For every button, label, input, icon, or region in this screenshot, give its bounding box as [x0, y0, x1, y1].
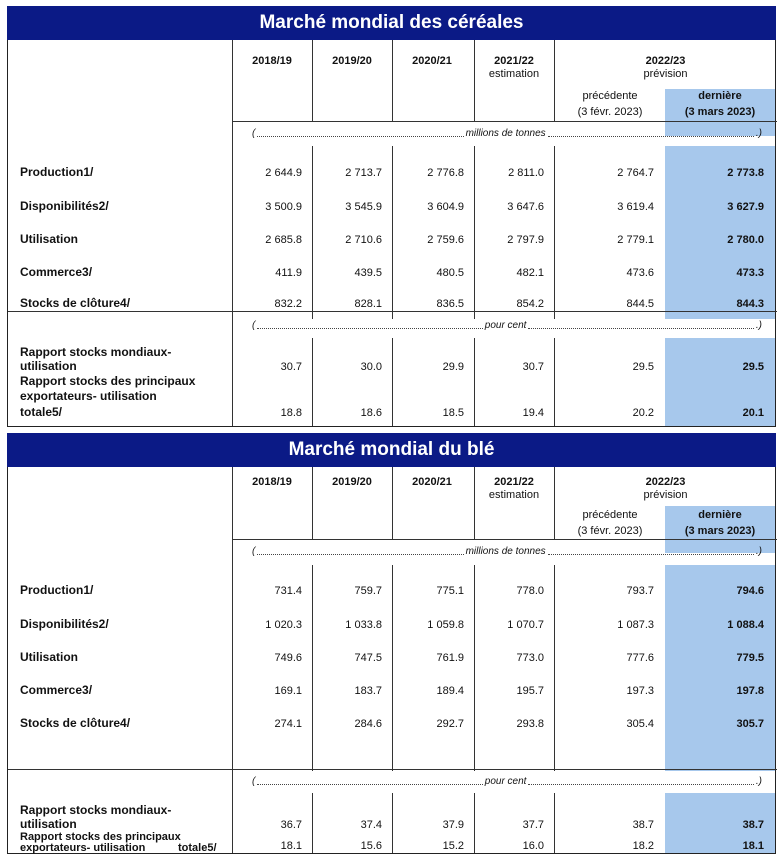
last-date: (3 mars 2023) [684, 525, 756, 537]
value-cell: 3 604.9 [427, 201, 464, 213]
value-cell: 1 059.8 [427, 619, 464, 631]
prev-date: (3 févr. 2023) [577, 525, 643, 537]
col-divider [392, 338, 393, 426]
value-cell: 2 713.7 [345, 167, 382, 179]
row-label: Production1/ [20, 583, 94, 597]
value-cell: 854.2 [516, 298, 544, 310]
value-cell: 779.5 [736, 652, 764, 664]
prev-label: précédente [582, 509, 638, 521]
row-label: totale5/ [20, 405, 63, 419]
value-cell: 2 764.7 [617, 167, 654, 179]
row-label: Stocks de clôture4/ [20, 716, 131, 730]
prev-date: (3 févr. 2023) [577, 106, 643, 118]
value-cell: 3 500.9 [265, 201, 302, 213]
value-cell: 778.0 [516, 585, 544, 597]
section-divider [8, 769, 777, 770]
cereals-table [7, 40, 776, 427]
value-cell: 2 644.9 [265, 167, 302, 179]
value-cell: 274.1 [274, 718, 302, 730]
forecast-year: 2022/23 [645, 55, 686, 67]
value-cell: 15.6 [360, 840, 382, 852]
row-label: Commerce3/ [20, 683, 93, 697]
value-cell: 3 647.6 [507, 201, 544, 213]
row-label: Utilisation [20, 650, 79, 664]
value-cell: 18.1 [742, 840, 764, 852]
row-label: Rapport stocks des principaux [20, 374, 196, 388]
value-cell: 2 780.0 [727, 234, 764, 246]
year-header: 2019/20 [332, 55, 372, 67]
year-header: 2021/22 [494, 55, 534, 67]
value-cell: 2 811.0 [508, 167, 544, 179]
value-cell: 38.7 [742, 819, 764, 831]
unit-text: millions de tonnes [465, 128, 546, 139]
wheat-panel [7, 433, 776, 854]
value-cell: 292.7 [436, 718, 464, 730]
value-cell: 19.4 [522, 407, 544, 419]
row-label: Utilisation [20, 232, 79, 246]
value-cell: 793.7 [626, 585, 654, 597]
value-cell: 2 759.6 [427, 234, 464, 246]
value-cell: 305.7 [736, 718, 764, 730]
row-label: Disponibilités2/ [20, 617, 109, 631]
wheat-table [7, 467, 776, 854]
estimation-label: estimation [488, 68, 540, 80]
row-label: Disponibilités2/ [20, 199, 109, 213]
value-cell: 37.7 [522, 819, 544, 831]
value-cell: 1 020.3 [265, 619, 302, 631]
value-cell: 30.0 [360, 361, 382, 373]
value-cell: 439.5 [354, 267, 382, 279]
col-divider [312, 40, 313, 121]
col-divider [554, 565, 555, 771]
value-cell: 18.2 [632, 840, 654, 852]
value-cell: 749.6 [274, 652, 302, 664]
row-label: utilisation [20, 817, 77, 831]
value-cell: 731.4 [274, 585, 302, 597]
value-cell: 18.1 [280, 840, 302, 852]
header-divider [232, 539, 777, 540]
value-cell: 2 776.8 [427, 167, 464, 179]
value-cell: 305.4 [626, 718, 654, 730]
value-cell: 20.2 [632, 407, 654, 419]
year-header: 2020/21 [412, 55, 452, 67]
col-divider [554, 793, 555, 853]
year-header: 2018/19 [252, 55, 292, 67]
col-divider [554, 338, 555, 426]
year-header: 2019/20 [332, 476, 372, 488]
col-divider [392, 565, 393, 771]
cereals-panel [7, 6, 776, 427]
value-cell: 37.4 [360, 819, 382, 831]
unit-row-tonnes: ( millions de tonnes .) [252, 546, 762, 557]
value-cell: 482.1 [516, 267, 544, 279]
col-divider [554, 146, 555, 319]
value-cell: 29.9 [442, 361, 464, 373]
year-header: 2020/21 [412, 476, 452, 488]
col-divider [554, 40, 555, 121]
row-label: exportateurs- utilisation [20, 842, 146, 854]
prev-label: précédente [582, 90, 638, 102]
value-cell: 473.3 [736, 267, 764, 279]
value-cell: 3 619.4 [617, 201, 654, 213]
last-label: dernière [698, 509, 742, 521]
value-cell: 37.9 [442, 819, 464, 831]
value-cell: 29.5 [632, 361, 654, 373]
value-cell: 777.6 [626, 652, 654, 664]
row-label: exportateurs- utilisation [20, 389, 157, 403]
value-cell: 759.7 [354, 585, 382, 597]
value-cell: 20.1 [742, 407, 764, 419]
last-label: dernière [698, 90, 742, 102]
unit-row-percent: ( pour cent .) [252, 320, 762, 331]
value-cell: 16.0 [522, 840, 544, 852]
value-cell: 169.1 [274, 685, 302, 697]
forecast-year: 2022/23 [645, 476, 686, 488]
panel-title: Marché mondial du blé [7, 433, 776, 467]
col-divider [392, 793, 393, 853]
value-cell: 844.5 [626, 298, 654, 310]
value-cell: 773.0 [516, 652, 544, 664]
section-divider [8, 311, 777, 312]
value-cell: 195.7 [516, 685, 544, 697]
value-cell: 775.1 [436, 585, 464, 597]
col-divider [392, 146, 393, 319]
value-cell: 2 710.6 [345, 234, 382, 246]
value-cell: 197.3 [626, 685, 654, 697]
estimation-label: estimation [488, 489, 540, 501]
row-label: Rapport stocks mondiaux- [20, 803, 172, 817]
value-cell: 480.5 [436, 267, 464, 279]
value-cell: 747.5 [354, 652, 382, 664]
value-cell: 18.6 [360, 407, 382, 419]
value-cell: 1 033.8 [345, 619, 382, 631]
header-divider [232, 121, 777, 122]
unit-text: millions de tonnes [465, 546, 546, 557]
col-divider [474, 40, 475, 121]
value-cell: 2 779.1 [617, 234, 654, 246]
value-cell: 836.5 [436, 298, 464, 310]
year-header: 2021/22 [494, 476, 534, 488]
unit-text: pour cent [484, 320, 527, 331]
value-cell: 183.7 [354, 685, 382, 697]
forecast-label: prévision [643, 68, 688, 80]
row-label: Rapport stocks des principaux [20, 831, 181, 843]
panel-title: Marché mondial des céréales [7, 6, 776, 40]
value-cell: 2 685.8 [265, 234, 302, 246]
value-cell: 1 070.7 [507, 619, 544, 631]
value-cell: 3 627.9 [727, 201, 764, 213]
value-cell: 832.2 [274, 298, 302, 310]
row-label: totale5/ [178, 842, 217, 854]
value-cell: 30.7 [280, 361, 302, 373]
row-label: utilisation [20, 359, 77, 373]
year-header: 2018/19 [252, 476, 292, 488]
value-cell: 15.2 [442, 840, 464, 852]
value-cell: 284.6 [354, 718, 382, 730]
value-cell: 794.6 [736, 585, 764, 597]
row-label: Rapport stocks mondiaux- [20, 345, 172, 359]
value-cell: 18.8 [280, 407, 302, 419]
value-cell: 36.7 [280, 819, 302, 831]
value-cell: 844.3 [736, 298, 764, 310]
forecast-label: prévision [643, 489, 688, 501]
row-label: Stocks de clôture4/ [20, 296, 131, 310]
value-cell: 761.9 [436, 652, 464, 664]
unit-row-percent: ( pour cent .) [252, 776, 762, 787]
value-cell: 1 087.3 [617, 619, 654, 631]
value-cell: 293.8 [516, 718, 544, 730]
last-date: (3 mars 2023) [684, 106, 756, 118]
value-cell: 38.7 [632, 819, 654, 831]
col-divider [392, 40, 393, 121]
value-cell: 3 545.9 [345, 201, 382, 213]
value-cell: 828.1 [354, 298, 382, 310]
value-cell: 197.8 [736, 685, 764, 697]
value-cell: 411.9 [275, 267, 302, 279]
value-cell: 2 797.9 [507, 234, 544, 246]
row-label: Production1/ [20, 165, 94, 179]
value-cell: 189.4 [436, 685, 464, 697]
value-cell: 1 088.4 [727, 619, 764, 631]
value-cell: 2 773.8 [727, 167, 764, 179]
value-cell: 473.6 [626, 267, 654, 279]
value-cell: 18.5 [442, 407, 464, 419]
value-cell: 30.7 [522, 361, 544, 373]
unit-row-tonnes: ( millions de tonnes .) [252, 128, 762, 139]
row-label: Commerce3/ [20, 265, 93, 279]
value-cell: 29.5 [742, 361, 764, 373]
unit-text: pour cent [484, 776, 527, 787]
